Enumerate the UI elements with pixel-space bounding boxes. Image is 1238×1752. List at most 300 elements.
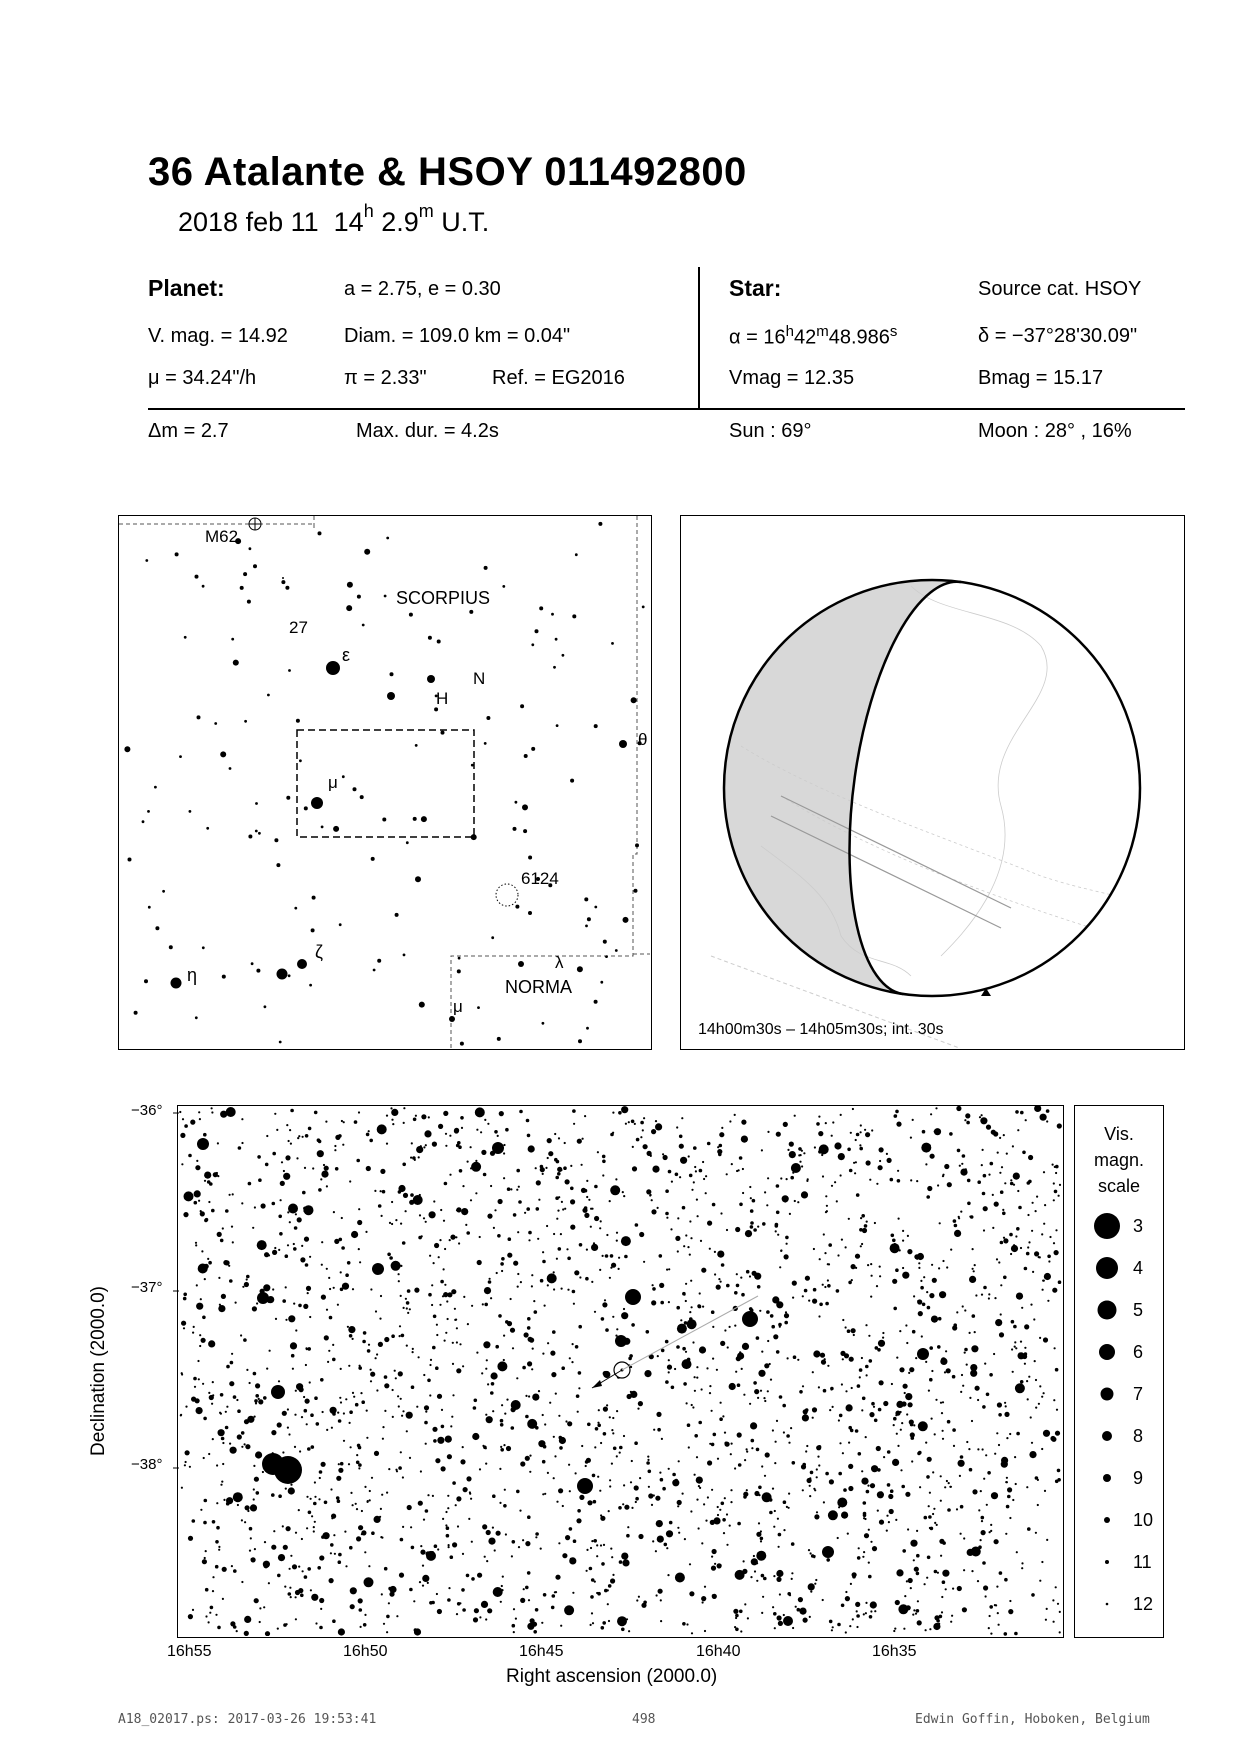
star-dot <box>692 1406 694 1408</box>
star-dot <box>246 1278 248 1280</box>
magnitude-legend <box>1074 1105 1164 1638</box>
star-dot <box>275 1318 277 1320</box>
star-dot <box>294 907 297 910</box>
star-dot <box>386 537 389 540</box>
star-dot <box>447 1495 449 1497</box>
star-dot <box>287 1427 289 1429</box>
star-dot <box>660 1478 664 1482</box>
star-dot <box>407 1505 412 1510</box>
star-dot <box>555 1196 559 1200</box>
star-dot <box>988 1297 990 1299</box>
star-dot <box>444 1248 446 1250</box>
star-dot <box>236 1399 238 1401</box>
star-dot <box>494 1549 496 1551</box>
star-dot <box>786 1178 788 1180</box>
star-dot <box>694 1390 696 1392</box>
star-dot <box>441 1409 443 1411</box>
star-dot <box>907 1235 909 1237</box>
star-dot <box>523 1588 525 1590</box>
star-dot <box>383 1623 385 1625</box>
star-dot <box>233 1395 237 1399</box>
star-dot <box>328 1277 330 1279</box>
star-dot <box>874 1222 876 1224</box>
star-dot <box>666 1217 668 1219</box>
star-dot <box>939 1539 944 1544</box>
star-dot <box>860 1217 862 1219</box>
star-dot <box>481 1601 488 1608</box>
star-dot <box>507 1187 511 1191</box>
star-dot <box>526 1207 530 1211</box>
star-dot <box>786 1434 790 1438</box>
star-dot <box>232 1241 234 1243</box>
star-dot <box>414 1288 419 1293</box>
star-dot <box>188 1614 193 1619</box>
star-dot <box>483 1446 487 1450</box>
star-dot <box>862 1556 864 1558</box>
star-dot <box>813 1350 820 1357</box>
star-dot <box>996 1258 998 1260</box>
star-dot <box>555 1176 559 1180</box>
star-dot <box>719 1144 723 1148</box>
star-dot <box>499 1468 501 1470</box>
star-dot <box>744 1603 746 1605</box>
star-dot <box>969 1216 971 1218</box>
star-dot <box>199 1345 201 1347</box>
star-dot <box>973 1270 975 1272</box>
star-dot <box>714 1273 716 1275</box>
star-dot <box>429 1601 433 1605</box>
star-dot <box>826 1210 828 1212</box>
star-dot <box>1013 1325 1017 1329</box>
star-dot <box>307 1447 311 1451</box>
star-dot <box>208 1340 215 1347</box>
star-dot <box>336 1476 341 1481</box>
star-dot <box>537 1238 539 1240</box>
star-dot <box>307 1292 309 1294</box>
star-dot <box>420 1145 422 1147</box>
star-dot <box>215 1614 217 1616</box>
star-dot <box>982 1192 986 1196</box>
star-dot <box>203 1417 207 1421</box>
star-dot <box>873 1406 875 1408</box>
star-dot <box>1035 1532 1037 1534</box>
star-dot <box>340 1368 342 1370</box>
star-dot <box>500 1601 502 1603</box>
star-dot <box>911 1437 913 1439</box>
star-dot <box>939 1222 941 1224</box>
star-dot <box>355 1503 357 1505</box>
star-dot <box>211 1111 213 1113</box>
star-dot <box>522 1366 526 1370</box>
star-dot <box>478 1262 480 1264</box>
star-dot <box>321 1264 323 1266</box>
star-dot <box>276 863 280 867</box>
star-dot <box>893 1424 895 1426</box>
star-dot <box>204 1557 206 1559</box>
star-dot <box>843 1512 845 1514</box>
star-dot <box>470 1498 472 1500</box>
star-dot <box>301 1538 303 1540</box>
star-dot <box>425 1411 427 1413</box>
star-dot <box>953 1219 957 1223</box>
star-dot <box>371 1531 375 1535</box>
star-dot <box>692 1341 694 1343</box>
bright-star <box>197 1138 209 1150</box>
star-dot <box>285 1254 289 1258</box>
star-dot <box>370 1288 372 1290</box>
star-dot <box>761 1574 765 1578</box>
star-dot <box>901 1422 903 1424</box>
star-dot <box>687 1319 697 1329</box>
star-dot <box>934 1522 936 1524</box>
star-source-catalog: Source cat. HSOY <box>978 278 1142 300</box>
star-dot <box>428 1293 432 1297</box>
star-dot <box>669 1521 673 1525</box>
star-dot <box>643 1144 648 1149</box>
star-dot <box>493 1227 495 1229</box>
star-dot <box>315 1597 317 1599</box>
star-dot <box>878 1408 882 1412</box>
star-dot <box>980 1117 987 1124</box>
star-dot <box>501 1257 505 1261</box>
star-dot <box>941 1412 943 1414</box>
star-dot <box>980 1539 982 1541</box>
star-dot <box>326 1268 328 1270</box>
star-dot <box>511 1555 513 1557</box>
star-dot <box>619 1446 623 1450</box>
star-dot <box>1014 1632 1018 1636</box>
star-dot <box>424 1130 431 1137</box>
star-dot <box>597 1151 599 1153</box>
star-dot <box>300 1594 304 1598</box>
star-dot <box>518 1200 522 1204</box>
star-dot <box>622 1503 624 1505</box>
star-dot <box>675 1573 685 1583</box>
star-dot <box>347 1326 349 1328</box>
star-dot <box>893 1417 897 1421</box>
star-dot <box>553 1233 555 1235</box>
label-epsilon: ε <box>342 645 351 665</box>
star-dot <box>998 1444 1000 1446</box>
star-dot <box>764 1400 766 1402</box>
star-dot <box>309 984 312 987</box>
star-dot <box>488 1538 495 1545</box>
star-dot <box>939 1291 946 1298</box>
star-dot <box>790 1176 794 1180</box>
star-dot <box>1054 1347 1056 1349</box>
star-dot <box>846 1404 853 1411</box>
star-dot <box>241 1446 243 1448</box>
star-dot <box>1018 1352 1025 1359</box>
legend-dot <box>1101 1388 1114 1401</box>
star-dot <box>506 1399 508 1401</box>
star-dot <box>212 1394 214 1396</box>
star-dot <box>540 1548 542 1550</box>
star-dot <box>783 1614 785 1616</box>
star-dot <box>927 1457 932 1462</box>
star-dot <box>919 1486 921 1488</box>
star-dot <box>528 1239 530 1241</box>
star-dot <box>248 1446 250 1448</box>
star-dot <box>334 1149 336 1151</box>
star-dot <box>349 1410 353 1414</box>
star-dot <box>473 1406 477 1410</box>
star-dot <box>356 1159 360 1163</box>
star-dot <box>454 1128 459 1133</box>
star-dot <box>586 1180 588 1182</box>
star-dot <box>1055 1480 1059 1484</box>
star-dot <box>713 1433 717 1437</box>
star-dot <box>821 1360 826 1365</box>
star-dot <box>789 1142 794 1147</box>
star-dot <box>340 1462 344 1466</box>
star-dot <box>211 1209 215 1213</box>
star-dot <box>422 1585 424 1587</box>
star-dot <box>386 1492 388 1494</box>
star-dot <box>864 1129 866 1131</box>
star-dot <box>1041 1396 1043 1398</box>
star-dot <box>904 1392 906 1394</box>
star-dot <box>592 1474 596 1478</box>
star-dot <box>468 1518 470 1520</box>
star-dot <box>679 1176 681 1178</box>
star-dot <box>155 926 159 930</box>
star-dot <box>848 1486 853 1491</box>
star-dot <box>470 1146 472 1148</box>
star-dot <box>424 1405 429 1410</box>
star-dot <box>534 1310 538 1314</box>
star-dot <box>660 1620 662 1622</box>
star-dot <box>817 1456 819 1458</box>
star-dot <box>437 1437 444 1444</box>
star-dot <box>377 959 381 963</box>
star-dot <box>688 1155 690 1157</box>
star-dot <box>865 1132 870 1137</box>
bright-star <box>577 1478 593 1494</box>
star-dot <box>565 1535 570 1540</box>
star-dot <box>966 1121 970 1125</box>
star-dot <box>936 1524 938 1526</box>
star-dot <box>913 1559 915 1561</box>
star-dot <box>486 1530 491 1535</box>
star-dot <box>995 1319 1002 1326</box>
star-dot <box>358 1463 362 1467</box>
star-dot <box>677 1505 679 1507</box>
star-dot <box>512 1624 516 1628</box>
star-dot <box>988 1174 990 1176</box>
star-dot <box>477 1006 480 1009</box>
star-dot <box>536 1207 540 1211</box>
star-dot <box>1036 1196 1038 1198</box>
legend-mag-label: 9 <box>1133 1468 1144 1488</box>
star-dot <box>631 697 637 703</box>
star-dot <box>1054 1250 1059 1255</box>
star-dot <box>369 1168 371 1170</box>
star-dot <box>962 1607 967 1612</box>
star-dot <box>891 1383 893 1385</box>
star-dot <box>565 1179 570 1184</box>
star-dot <box>1053 1399 1055 1401</box>
star-dot <box>1003 1134 1005 1136</box>
star-dot <box>487 1214 492 1219</box>
star-dot <box>773 1612 777 1616</box>
bright-star <box>311 797 323 809</box>
star-dot <box>264 1005 267 1008</box>
star-dot <box>321 826 324 829</box>
star-dot <box>516 1169 520 1173</box>
star-dot <box>1055 1172 1057 1174</box>
star-dot <box>445 1145 447 1147</box>
star-dot <box>431 1284 433 1286</box>
star-dot <box>834 1181 836 1183</box>
star-dot <box>528 911 532 915</box>
star-dot <box>999 1571 1003 1575</box>
star-dot <box>892 1279 897 1284</box>
star-dot <box>850 1132 852 1134</box>
bright-star <box>615 1335 627 1347</box>
star-dot <box>463 1296 465 1298</box>
star-dot <box>547 1342 549 1344</box>
star-dot <box>726 1173 728 1175</box>
star-dot <box>971 1420 973 1422</box>
star-dot <box>491 1372 498 1379</box>
star-dot <box>348 1365 350 1367</box>
star-dot <box>1008 1609 1013 1614</box>
star-dot <box>475 1107 485 1117</box>
star-dot <box>1014 1346 1016 1348</box>
star-dot <box>391 1223 393 1225</box>
star-dot <box>1000 1241 1004 1245</box>
star-dot <box>646 1189 651 1194</box>
star-dot <box>1026 1252 1030 1256</box>
star-dot <box>200 1211 205 1216</box>
star-dot <box>720 1402 722 1404</box>
star-dot <box>337 1499 341 1503</box>
star-dot <box>431 1304 433 1306</box>
star-dot <box>1059 1631 1061 1633</box>
star-dot <box>289 1587 291 1589</box>
star-dot <box>1016 1551 1018 1553</box>
star-dot <box>809 1616 811 1618</box>
star-dot <box>689 1174 693 1178</box>
planet-parallax: π = 2.33" <box>344 367 427 389</box>
star-dot <box>435 1366 439 1370</box>
star-dot <box>953 1445 955 1447</box>
star-dot <box>339 1397 341 1399</box>
star-dot <box>751 1439 755 1443</box>
star-dot <box>459 1343 461 1345</box>
ra-prefix: α = 16 <box>729 326 786 349</box>
star-dot <box>989 1373 993 1377</box>
star-dot <box>699 1169 703 1173</box>
star-dot <box>694 1434 698 1438</box>
star-dot <box>435 1458 440 1463</box>
star-dot <box>601 1317 605 1321</box>
star-dot <box>335 1167 339 1171</box>
star-dot <box>952 1325 957 1330</box>
star-dot <box>510 1298 512 1300</box>
star-dot <box>429 1255 431 1257</box>
star-dot <box>362 1340 366 1344</box>
star-dot <box>386 1631 388 1633</box>
star-dot <box>761 1465 763 1467</box>
star-dot <box>553 1477 555 1479</box>
star-dot <box>421 1235 423 1237</box>
star-dot <box>611 1429 613 1431</box>
label-ngc6124: 6124 <box>521 869 559 888</box>
star-dot <box>1028 1155 1033 1160</box>
star-dot <box>313 1502 317 1506</box>
star-dot <box>380 1536 382 1538</box>
star-dot <box>552 1594 556 1598</box>
star-dot <box>204 1172 211 1179</box>
star-dot <box>392 1389 394 1391</box>
star-dot <box>321 1535 325 1539</box>
star-dot <box>952 1588 954 1590</box>
star-dot <box>926 1475 930 1479</box>
star-dot <box>1006 1437 1008 1439</box>
star-dot <box>838 1419 840 1421</box>
star-dot <box>892 1239 896 1243</box>
star-dot <box>813 1488 815 1490</box>
star-dot <box>942 1580 946 1584</box>
star-dot <box>531 1285 533 1287</box>
star-dot <box>762 1596 764 1598</box>
label-h: H <box>436 689 449 708</box>
star-dot <box>528 1599 530 1601</box>
star-dot <box>1024 1363 1026 1365</box>
star-dot <box>972 1489 977 1494</box>
star-dot <box>1034 1251 1039 1256</box>
star-dot <box>741 1368 743 1370</box>
star-dot <box>623 1195 625 1197</box>
star-dot <box>1016 1293 1023 1300</box>
star-dot <box>244 1631 249 1636</box>
star-dot <box>482 1524 487 1529</box>
star-dot <box>845 1591 847 1593</box>
star-dot <box>304 1237 309 1242</box>
star-dot <box>467 1161 469 1163</box>
star-dot <box>724 1329 726 1331</box>
star-dot <box>816 1445 821 1450</box>
star-dot <box>457 1525 459 1527</box>
star-dot <box>1027 1214 1029 1216</box>
star-dot <box>998 1261 1000 1263</box>
star-dot <box>900 1429 902 1431</box>
star-dot <box>1024 1267 1028 1271</box>
star-dot <box>364 1577 374 1587</box>
star-dot <box>471 1541 473 1543</box>
star-dot <box>657 1536 664 1543</box>
star-dot <box>575 1345 579 1349</box>
star-dot <box>664 1543 668 1547</box>
star-dot <box>401 1415 403 1417</box>
star-dot <box>623 917 629 923</box>
star-dot <box>479 1236 481 1238</box>
star-dot <box>542 1493 544 1495</box>
star-dot <box>928 1505 930 1507</box>
star-dot <box>865 1436 867 1438</box>
star-dot <box>1047 1255 1051 1259</box>
star-dot <box>773 1575 775 1577</box>
star-dot <box>288 1140 290 1142</box>
star-dot <box>406 1345 408 1347</box>
star-dot <box>222 1227 224 1229</box>
star-dot <box>577 1509 581 1513</box>
star-dot <box>341 1217 343 1219</box>
star-dot <box>763 1397 765 1399</box>
star-dot <box>482 1303 484 1305</box>
